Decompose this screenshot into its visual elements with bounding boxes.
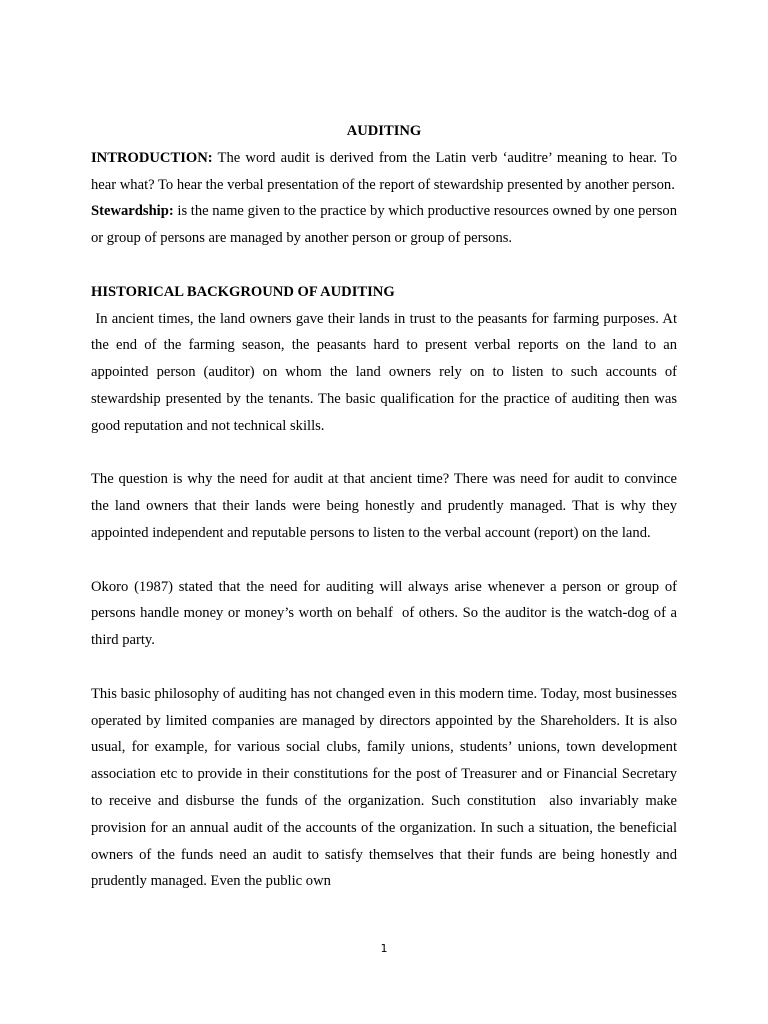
body-paragraph: The question is why the need for audit at that ancient time? There was need for audit to convince the land owners that their lands were being honestly and prudently managed. That is why they appointed independent and reputable persons to listen to the verbal account (report) on the land. xyxy=(91,471,677,541)
introduction-label: INTRODUCTION: xyxy=(91,149,213,166)
paragraph-spacer xyxy=(91,440,677,467)
introduction-paragraph xyxy=(91,145,677,199)
paragraph-spacer xyxy=(91,654,677,681)
document-title: AUDITING xyxy=(346,123,422,139)
page-number: 1 xyxy=(380,942,388,955)
stewardship-text: is the name given to the practice by which productive resources owned by one person or group of persons are managed by another person or group of persons. xyxy=(91,203,677,247)
paragraph-spacer xyxy=(91,547,677,574)
stewardship-paragraph xyxy=(91,198,677,252)
body-paragraph: In ancient times, the land owners gave their lands in trust to the peasants for farming purposes. At the end of the farming season, the peasants hard to present verbal reports on the land to an appointed person (auditor) on whom the land owners rely on to listen to such accounts of stewardship presented by the tenants. The basic qualification for the practice of auditing then was good reputation and not technical skills. xyxy=(91,310,681,434)
stewardship-label: Stewardship: xyxy=(91,203,174,220)
body-paragraph: This basic philosophy of auditing has not changed even in this modern time. Today, most businesses operated by limited companies are managed by directors appointed by the Shareholders. It is also usual, for example, for various social clubs, family unions, students’ unions, town development association etc to provide in their constitutions for the post of Treasurer and or Financial Secretary to receive and disburse the funds of the organization. Such constitution also invariably make provision for an annual audit of the accounts of the organization. In such a situation, the beneficial owners of the funds need an audit to satisfy themselves that their funds are being honestly and prudently managed. Even the public own xyxy=(91,685,681,890)
document-body xyxy=(91,118,681,895)
paragraph-spacer xyxy=(91,252,677,279)
section-heading: HISTORICAL BACKGROUND OF AUDITING xyxy=(91,283,395,300)
introduction-text: The word audit is derived from the Latin verb ‘auditre’ meaning to hear. To hear what? To hear the verbal presentation of the report of stewardship presented by another person. xyxy=(91,149,677,193)
body-paragraph: Okoro (1987) stated that the need for auditing will always arise whenever a person or group of persons handle money or money’s worth on behalf of others. So the auditor is the watch-dog of a third party. xyxy=(91,578,681,649)
